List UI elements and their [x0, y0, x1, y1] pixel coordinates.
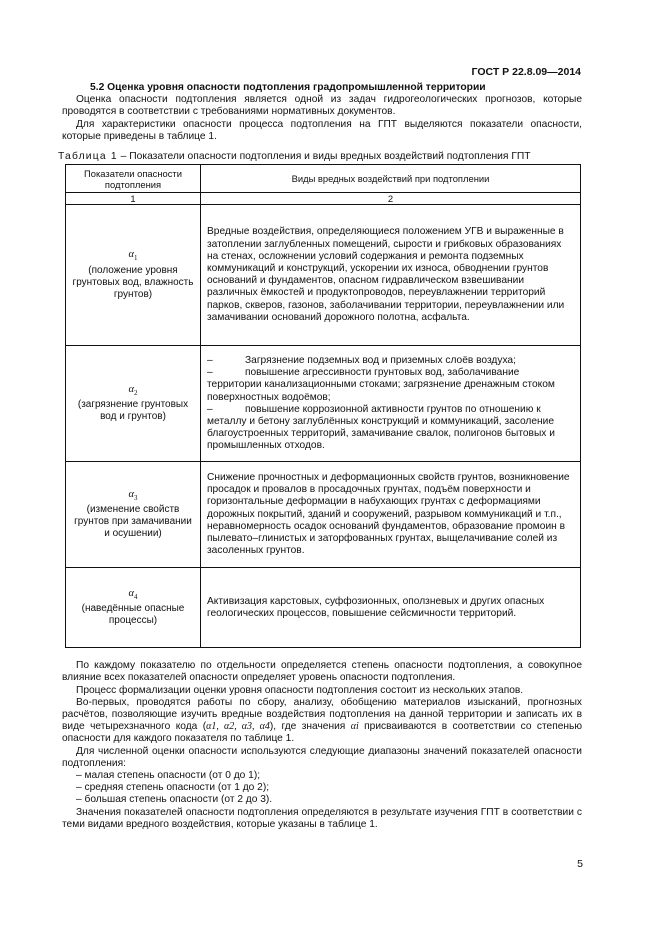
table-caption-label: Таблица 1 [58, 151, 118, 163]
indicator-cell [66, 462, 201, 568]
intro-paragraph-1: Оценка опасности подтопления является одной из задач гидрогеологических прогнозов, которые проводятся в соответствии с требованиями нормативных документов. [62, 94, 582, 118]
intro-paragraph-2: Для характеристики опасности процесса подтопления на ГПТ выделяются показатели опасности, которые приведены в таблице 1. [62, 118, 582, 142]
range-item: – малая степень опасности (от 0 до 1); [76, 770, 261, 782]
impact-list-item: – повышение агрессивности грунтовых вод, заболачивание территории канализационными стоками; загрязнение дренажным стоком поверхностных водоёмов; [207, 367, 555, 403]
section-heading: 5.2 Оценка уровня опасности подтопления градопромышленной территории [90, 82, 486, 93]
indicator-cell [66, 205, 201, 346]
indicator-label: (положение уровня грунтовых вод, влажность грунтов) [72, 264, 194, 300]
col1-number: 1 [66, 193, 201, 205]
table-caption [58, 151, 582, 163]
indicator-label: (загрязнение грунтовых вод и грунтов) [77, 399, 189, 423]
col2-number: 2 [201, 193, 581, 205]
impact-list-item: – Загрязнение подземных вод и приземных слоёв воздуха; [207, 354, 516, 366]
indicator-label: (наведённые опасные процессы) [81, 603, 185, 627]
table-header-row [66, 165, 581, 193]
table-row [66, 462, 581, 568]
alpha-i: αi [350, 721, 359, 733]
indicator-cell [66, 568, 201, 648]
paragraph: Во-первых, проводятся работы по сбору, анализу, обобщению материалов изысканий, прогнозных расчётов, позволяющие изучить вредные воздействия подтопления на данной территории и записать их в виде четырехзначного кода (α1, α2, α3, α4), где значения αi присваиваются в соответствии со степенью опасности для каждого показателя по таблице 1. [62, 696, 582, 745]
table-row [66, 346, 581, 462]
indicator-symbol: $\alpha_3$ [128, 488, 138, 502]
code-sequence: α1, α2, α3, α4 [206, 721, 270, 733]
range-item: – большая степень опасности (от 2 до 3). [76, 794, 273, 806]
table-column-numbers [66, 193, 581, 205]
impact-cell [201, 346, 581, 462]
col2-header: Виды вредных воздействий при подтоплении [201, 165, 581, 193]
indicator-cell [66, 346, 201, 462]
indicator-label: (изменение свойств грунтов при замачивании и осушении) [74, 504, 192, 540]
indicator-symbol: $\alpha_4$ [128, 587, 138, 601]
table-row [66, 568, 581, 648]
range-item: – средняя степень опасности (от 1 до 2); [76, 782, 270, 794]
page-content [58, 82, 582, 831]
impact-cell: Снижение прочностных и деформационных свойств грунтов, возникновение просадок и провалов в просадочных грунтах, подъём поверхности и горизонтальные деформации в набухающих грунтах с деформациями дорожных покрытий, зданий и сооружений, разрывом коммуникаций и т.п., неравномерность осадок оснований фундаментов, образование промоин в пылевато–глинистых и заторфованных грунтах, выщелачивание солей из засоленных грунтов. [201, 462, 581, 568]
table-row [66, 205, 581, 346]
paragraph: Значения показателей опасности подтопления определяются в результате изучения ГПТ в соответствии с теми видами вредного воздействия, которые указаны в таблице 1. [62, 806, 582, 830]
hazard-table [65, 164, 581, 648]
indicator-symbol: $\alpha_2$ [128, 383, 138, 397]
indicator-symbol: $\alpha_1$ [128, 249, 138, 263]
table-caption-text: – Показатели опасности подтопления и виды вредных воздействий подтопления ГПТ [117, 151, 531, 163]
impact-cell: Вредные воздействия, определяющиеся положением УГВ и выраженные в затоплении заглубленных помещений, сырости и грибковых образованиях на стенах, осложнении условий содержания и ремонта подземных коммуникаций и конструкций, ускорении их износа, обводнении грунтов оснований и фундаментов, опасном гидравлическом взвешивании различных ёмкостей и продуктопроводов, переувлажнении территорий парков, скверов, газонов, заболачивании территории, переувлажнении или замачивании оснований дорожного полотна, асфальта. [201, 205, 581, 346]
page-number: 5 [577, 858, 583, 870]
col1-header: Показатели опасности подтопления [66, 165, 201, 193]
paragraph: По каждому показателю по отдельности определяется степень опасности подтопления, а совокупное влияние всех показателей опасности определяет уровень опасности подтопления. [62, 660, 582, 684]
impact-cell: Активизация карстовых, суффозионных, оползневых и других опасных геологических процессов, повышение сейсмичности территорий. [201, 568, 581, 648]
paragraph: Процесс формализации оценки уровня опасности подтопления состоит из нескольких этапов. [76, 684, 524, 696]
document-id: ГОСТ Р 22.8.09—2014 [471, 66, 581, 78]
post-table-text [62, 660, 582, 831]
paragraph: Для численной оценки опасности используются следующие диапазоны значений показателей опасности подтопления: [62, 745, 582, 769]
impact-list-item: – повышение коррозионной активности грунтов по отношению к металлу и бетону заглублённых конструкций и коммуникаций, засоление благоустроенных территорий, замачивание свалок, полигонов бытовых и промышленных отходов. [207, 403, 555, 452]
